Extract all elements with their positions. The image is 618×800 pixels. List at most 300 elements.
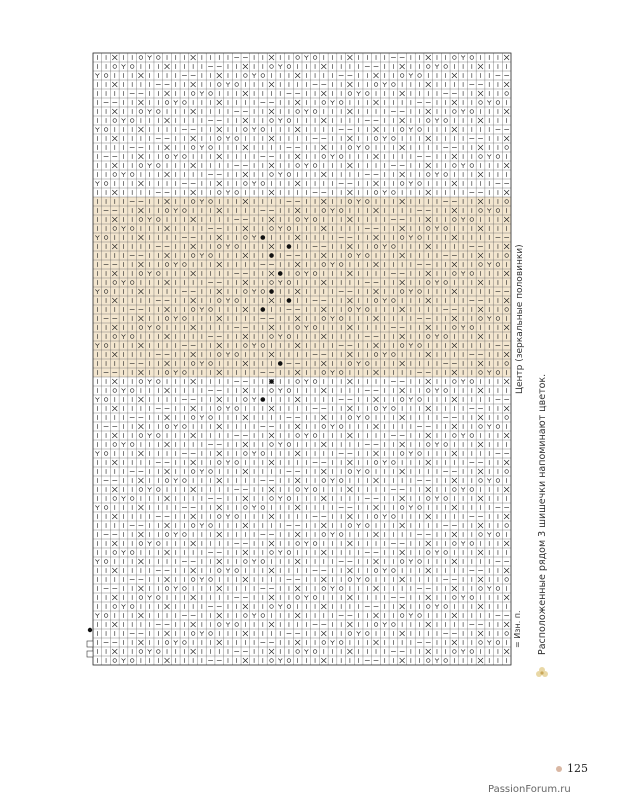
- bobble-symbol: [278, 361, 283, 366]
- yarn-over-symbol: [217, 407, 221, 411]
- decrease-symbol: [383, 137, 387, 142]
- yarn-over-symbol: [313, 110, 317, 114]
- yarn-over-symbol: [392, 623, 396, 627]
- cross-symbol: [426, 433, 431, 438]
- yarn-over-symbol: [287, 497, 291, 501]
- yarn-over-symbol: [217, 461, 221, 465]
- cross-symbol: [269, 622, 274, 627]
- decrease-symbol: [304, 380, 308, 385]
- yarn-over-symbol: [157, 380, 161, 384]
- page-number: 125: [567, 762, 588, 775]
- cross-symbol: [478, 577, 483, 582]
- yarn-over-symbol: [183, 101, 187, 105]
- yarn-over-symbol: [113, 605, 117, 609]
- cross-symbol: [243, 550, 248, 555]
- yarn-over-symbol: [400, 182, 404, 186]
- cross-symbol: [347, 136, 352, 141]
- cross-symbol: [452, 181, 457, 186]
- cross-symbol: [165, 604, 170, 609]
- yarn-over-symbol: [209, 524, 213, 528]
- yarn-over-symbol: [392, 461, 396, 465]
- yarn-over-symbol: [496, 479, 500, 483]
- flower-icon: [535, 666, 549, 680]
- cross-symbol: [400, 388, 405, 393]
- yarn-over-symbol: [453, 650, 457, 654]
- cross-symbol: [347, 406, 352, 411]
- cross-symbol: [321, 64, 326, 69]
- yarn-over-symbol: [444, 119, 448, 123]
- yarn-over-symbol: [444, 551, 448, 555]
- yarn-over-symbol: [470, 110, 474, 114]
- yarn-over-symbol: [479, 155, 483, 159]
- cross-symbol: [243, 172, 248, 177]
- yarn-over-symbol: [479, 533, 483, 537]
- yarn-over-symbol: [374, 83, 378, 87]
- cross-symbol: [452, 424, 457, 429]
- cross-symbol: [504, 433, 509, 438]
- yarn-over-symbol: [426, 659, 430, 663]
- decrease-symbol: [226, 137, 230, 142]
- cross-symbol: [374, 640, 379, 645]
- yarn-over-symbol: [339, 155, 343, 159]
- decrease-symbol: [461, 380, 465, 385]
- cross-symbol: [321, 415, 326, 420]
- decrease-symbol: [304, 542, 308, 547]
- decrease-symbol: [461, 110, 465, 115]
- yarn-over-symbol: [374, 191, 378, 195]
- cross-symbol: [191, 406, 196, 411]
- cross-symbol: [165, 118, 170, 123]
- decrease-symbol: [278, 659, 282, 664]
- decrease-symbol: [174, 425, 178, 430]
- cross-symbol: [478, 496, 483, 501]
- yarn-over-symbol: [244, 398, 248, 402]
- yarn-over-symbol: [261, 182, 265, 186]
- decrease-symbol: [95, 614, 99, 619]
- bobble-symbol: [261, 307, 266, 312]
- yarn-over-symbol: [183, 425, 187, 429]
- cross-symbol: [165, 91, 170, 96]
- cross-symbol: [191, 82, 196, 87]
- cross-symbol: [165, 550, 170, 555]
- cross-symbol: [426, 622, 431, 627]
- yarn-over-symbol: [270, 389, 274, 393]
- cross-symbol: [426, 109, 431, 114]
- cross-symbol: [243, 442, 248, 447]
- center-label: Центр (зеркальные половинки): [515, 244, 525, 394]
- yarn-over-symbol: [505, 146, 509, 150]
- yarn-over-symbol: [191, 524, 195, 528]
- yarn-over-symbol: [270, 173, 274, 177]
- yarn-over-symbol: [104, 506, 108, 510]
- cross-symbol: [165, 658, 170, 663]
- cross-symbol: [112, 622, 117, 627]
- decrease-symbol: [148, 380, 152, 385]
- yarn-over-symbol: [113, 659, 117, 663]
- yarn-over-symbol: [322, 587, 326, 591]
- cross-symbol: [400, 415, 405, 420]
- yarn-over-symbol: [139, 596, 143, 600]
- cross-symbol: [243, 496, 248, 501]
- yarn-over-symbol: [261, 74, 265, 78]
- yarn-over-symbol: [366, 578, 370, 582]
- yarn-over-symbol: [470, 650, 474, 654]
- decrease-symbol: [226, 461, 230, 466]
- yarn-over-symbol: [104, 182, 108, 186]
- yarn-over-symbol: [479, 101, 483, 105]
- yarn-over-symbol: [322, 101, 326, 105]
- cross-symbol: [347, 109, 352, 114]
- yarn-over-symbol: [261, 560, 265, 564]
- yarn-over-symbol: [113, 443, 117, 447]
- cross-symbol: [374, 73, 379, 78]
- yarn-over-symbol: [348, 470, 352, 474]
- yarn-over-symbol: [157, 488, 161, 492]
- cross-symbol: [452, 613, 457, 618]
- yarn-over-symbol: [139, 542, 143, 546]
- yarn-over-symbol: [392, 191, 396, 195]
- cross-symbol: [374, 613, 379, 618]
- yarn-over-symbol: [444, 389, 448, 393]
- yarn-over-symbol: [287, 605, 291, 609]
- yarn-over-symbol: [183, 641, 187, 645]
- cross-symbol: [112, 406, 117, 411]
- knitting-chart: [85, 45, 515, 685]
- yarn-over-symbol: [392, 137, 396, 141]
- yarn-over-symbol: [426, 389, 430, 393]
- cross-symbol: [478, 604, 483, 609]
- yarn-over-symbol: [235, 623, 239, 627]
- cross-symbol: [321, 469, 326, 474]
- cross-symbol: [295, 181, 300, 186]
- yarn-over-symbol: [296, 380, 300, 384]
- decrease-symbol: [95, 560, 99, 565]
- cross-symbol: [347, 595, 352, 600]
- decrease-symbol: [121, 497, 125, 502]
- cross-symbol: [478, 118, 483, 123]
- cross-symbol: [504, 595, 509, 600]
- yarn-over-symbol: [261, 128, 265, 132]
- yarn-over-symbol: [339, 101, 343, 105]
- cross-symbol: [112, 433, 117, 438]
- yarn-over-symbol: [261, 614, 265, 618]
- cross-symbol: [504, 136, 509, 141]
- yarn-over-symbol: [313, 434, 317, 438]
- yarn-over-symbol: [287, 443, 291, 447]
- cross-symbol: [347, 82, 352, 87]
- cross-symbol: [400, 496, 405, 501]
- yarn-over-symbol: [287, 659, 291, 663]
- cross-symbol: [243, 145, 248, 150]
- yarn-over-symbol: [139, 488, 143, 492]
- cross-symbol: [243, 64, 248, 69]
- yarn-over-symbol: [505, 92, 509, 96]
- yarn-over-symbol: [470, 56, 474, 60]
- cross-symbol: [374, 532, 379, 537]
- yarn-over-symbol: [287, 389, 291, 393]
- cross-symbol: [165, 442, 170, 447]
- yarn-over-symbol: [470, 164, 474, 168]
- decrease-symbol: [383, 407, 387, 412]
- cross-symbol: [295, 640, 300, 645]
- watermark: PassionForum.ru: [488, 784, 571, 795]
- cross-symbol: [138, 613, 143, 618]
- decrease-symbol: [330, 155, 334, 160]
- cross-symbol: [452, 451, 457, 456]
- yarn-over-symbol: [322, 533, 326, 537]
- cross-symbol: [269, 109, 274, 114]
- decrease-symbol: [121, 551, 125, 556]
- decrease-symbol: [487, 425, 491, 430]
- decrease-symbol: [357, 416, 361, 421]
- cross-symbol: [426, 487, 431, 492]
- yarn-over-symbol: [374, 407, 378, 411]
- cross-symbol: [400, 577, 405, 582]
- decrease-symbol: [226, 515, 230, 520]
- yarn-over-symbol: [244, 614, 248, 618]
- yarn-over-symbol: [418, 560, 422, 564]
- cross-symbol: [426, 568, 431, 573]
- decrease-symbol: [357, 470, 361, 475]
- yarn-over-symbol: [322, 479, 326, 483]
- yarn-over-symbol: [418, 128, 422, 132]
- cross-symbol: [347, 487, 352, 492]
- cross-symbol: [269, 55, 274, 60]
- cross-symbol: [504, 406, 509, 411]
- yarn-over-symbol: [244, 182, 248, 186]
- yarn-over-symbol: [418, 506, 422, 510]
- yarn-over-symbol: [348, 632, 352, 636]
- cross-symbol: [347, 514, 352, 519]
- cross-symbol: [191, 163, 196, 168]
- cross-symbol: [138, 586, 143, 591]
- cross-symbol: [400, 469, 405, 474]
- decrease-symbol: [383, 83, 387, 88]
- cross-symbol: [112, 541, 117, 546]
- legend-purl-box: [87, 651, 93, 657]
- cross-symbol: [478, 172, 483, 177]
- yarn-over-symbol: [400, 398, 404, 402]
- yarn-over-symbol: [426, 605, 430, 609]
- yarn-over-symbol: [157, 434, 161, 438]
- cross-symbol: [374, 586, 379, 591]
- decrease-symbol: [174, 101, 178, 106]
- decrease-symbol: [409, 506, 413, 511]
- decrease-symbol: [121, 173, 125, 178]
- yarn-over-symbol: [130, 119, 134, 123]
- yarn-over-symbol: [296, 56, 300, 60]
- cross-symbol: [112, 136, 117, 141]
- yarn-over-symbol: [130, 659, 134, 663]
- cross-symbol: [191, 379, 196, 384]
- yarn-over-symbol: [339, 641, 343, 645]
- yarn-over-symbol: [426, 65, 430, 69]
- yarn-over-symbol: [217, 83, 221, 87]
- cross-symbol: [138, 397, 143, 402]
- yarn-over-symbol: [235, 83, 239, 87]
- decrease-symbol: [304, 596, 308, 601]
- cross-symbol: [374, 559, 379, 564]
- decrease-symbol: [357, 92, 361, 97]
- decrease-symbol: [148, 488, 152, 493]
- yarn-over-symbol: [270, 497, 274, 501]
- yarn-over-symbol: [453, 56, 457, 60]
- yarn-over-symbol: [139, 434, 143, 438]
- yarn-over-symbol: [165, 641, 169, 645]
- cross-symbol: [347, 379, 352, 384]
- cross-symbol: [374, 181, 379, 186]
- yarn-over-symbol: [270, 551, 274, 555]
- yarn-over-symbol: [453, 488, 457, 492]
- yarn-over-symbol: [470, 542, 474, 546]
- cross-symbol: [347, 460, 352, 465]
- cross-symbol: [321, 550, 326, 555]
- decrease-symbol: [487, 101, 491, 106]
- yarn-over-symbol: [444, 497, 448, 501]
- yarn-over-symbol: [339, 587, 343, 591]
- decrease-symbol: [226, 191, 230, 196]
- cross-symbol: [321, 91, 326, 96]
- cross-symbol: [321, 496, 326, 501]
- yarn-over-symbol: [313, 380, 317, 384]
- cross-symbol: [138, 181, 143, 186]
- cross-symbol: [504, 514, 509, 519]
- cross-symbol: [452, 127, 457, 132]
- cross-symbol: [112, 649, 117, 654]
- decrease-symbol: [357, 632, 361, 637]
- decrease-symbol: [252, 452, 256, 457]
- yarn-over-symbol: [453, 164, 457, 168]
- yarn-over-symbol: [400, 74, 404, 78]
- decrease-symbol: [174, 641, 178, 646]
- legend-bobble-icon: [88, 628, 92, 632]
- cross-symbol: [217, 532, 222, 537]
- cross-symbol: [400, 442, 405, 447]
- yarn-over-symbol: [270, 605, 274, 609]
- cross-symbol: [191, 649, 196, 654]
- yarn-over-symbol: [244, 74, 248, 78]
- cross-symbol: [217, 424, 222, 429]
- cross-symbol: [321, 172, 326, 177]
- cross-symbol: [400, 118, 405, 123]
- decrease-symbol: [435, 443, 439, 448]
- yarn-over-symbol: [244, 506, 248, 510]
- yarn-over-symbol: [165, 479, 169, 483]
- yarn-over-symbol: [400, 506, 404, 510]
- cross-symbol: [112, 487, 117, 492]
- cross-symbol: [191, 487, 196, 492]
- bobble-symbol: [269, 379, 274, 384]
- cross-symbol: [347, 622, 352, 627]
- cross-symbol: [269, 541, 274, 546]
- decrease-symbol: [304, 164, 308, 169]
- cross-symbol: [400, 172, 405, 177]
- cross-symbol: [217, 613, 222, 618]
- yarn-over-symbol: [374, 515, 378, 519]
- bobble-symbol: [269, 289, 274, 294]
- decrease-symbol: [383, 191, 387, 196]
- yarn-over-symbol: [157, 650, 161, 654]
- decrease-symbol: [461, 56, 465, 61]
- decrease-symbol: [330, 587, 334, 592]
- yarn-over-symbol: [183, 533, 187, 537]
- cross-symbol: [165, 415, 170, 420]
- decrease-symbol: [174, 155, 178, 160]
- yarn-over-symbol: [217, 191, 221, 195]
- cross-symbol: [426, 514, 431, 519]
- cross-symbol: [243, 388, 248, 393]
- yarn-over-symbol: [348, 524, 352, 528]
- decrease-symbol: [278, 605, 282, 610]
- decrease-symbol: [330, 533, 334, 538]
- cross-symbol: [138, 154, 143, 159]
- decrease-symbol: [200, 524, 204, 529]
- cross-symbol: [504, 649, 509, 654]
- yarn-over-symbol: [217, 515, 221, 519]
- yarn-over-symbol: [235, 461, 239, 465]
- decrease-symbol: [461, 650, 465, 655]
- decrease-symbol: [409, 398, 413, 403]
- cross-symbol: [452, 586, 457, 591]
- page-bullet-icon: [556, 766, 562, 772]
- cross-symbol: [426, 406, 431, 411]
- decrease-symbol: [148, 434, 152, 439]
- cross-symbol: [295, 397, 300, 402]
- cross-symbol: [504, 82, 509, 87]
- bobble-symbol: [261, 397, 266, 402]
- yarn-over-symbol: [479, 425, 483, 429]
- cross-symbol: [191, 595, 196, 600]
- yarn-over-symbol: [453, 434, 457, 438]
- yarn-over-symbol: [479, 587, 483, 591]
- yarn-over-symbol: [426, 173, 430, 177]
- yarn-over-symbol: [366, 146, 370, 150]
- cross-symbol: [217, 127, 222, 132]
- cross-symbol: [400, 550, 405, 555]
- yarn-over-symbol: [505, 632, 509, 636]
- yarn-over-symbol: [418, 74, 422, 78]
- decrease-symbol: [278, 389, 282, 394]
- cross-symbol: [478, 388, 483, 393]
- yarn-over-symbol: [496, 587, 500, 591]
- yarn-over-symbol: [183, 587, 187, 591]
- cross-symbol: [269, 649, 274, 654]
- yarn-over-symbol: [104, 452, 108, 456]
- cross-symbol: [295, 73, 300, 78]
- cross-symbol: [374, 100, 379, 105]
- decrease-symbol: [435, 173, 439, 178]
- yarn-over-symbol: [453, 380, 457, 384]
- cross-symbol: [217, 100, 222, 105]
- cross-symbol: [321, 577, 326, 582]
- cross-symbol: [165, 388, 170, 393]
- decrease-symbol: [252, 614, 256, 619]
- decrease-symbol: [461, 596, 465, 601]
- cross-symbol: [165, 172, 170, 177]
- decrease-symbol: [121, 605, 125, 610]
- decrease-symbol: [357, 524, 361, 529]
- cross-symbol: [400, 631, 405, 636]
- yarn-over-symbol: [453, 110, 457, 114]
- cross-symbol: [374, 505, 379, 510]
- decrease-symbol: [330, 425, 334, 430]
- yarn-over-symbol: [191, 146, 195, 150]
- cross-symbol: [112, 190, 117, 195]
- decrease-symbol: [148, 650, 152, 655]
- yarn-over-symbol: [313, 542, 317, 546]
- yarn-over-symbol: [104, 398, 108, 402]
- cross-symbol: [374, 397, 379, 402]
